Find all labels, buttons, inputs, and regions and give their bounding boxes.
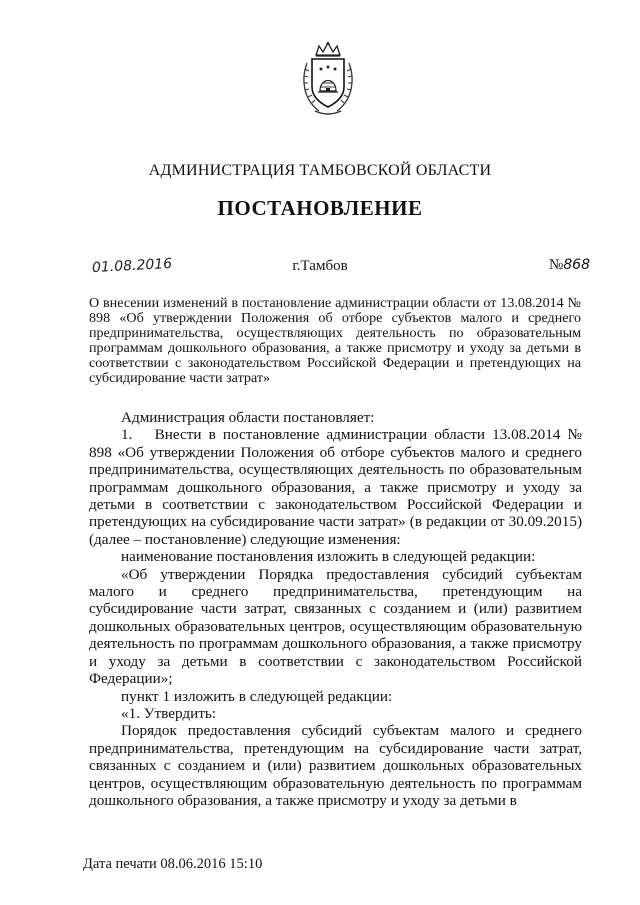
document-number bbox=[549, 257, 590, 274]
city: г.Тамбов bbox=[292, 258, 348, 274]
organization-name: АДМИНИСТРАЦИЯ ТАМБОВСКОЙ ОБЛАСТИ bbox=[148, 162, 492, 179]
document-subject: О внесении изменений в постановление администрации области от 13.08.2014 № 898 «Об утверждении Положения об отборе субъектов малого и среднего предпринимательства, осуществляющих деятельность по образовательным программам дошкольного образования, а также присмотру и уходу за детьми в соответствии с законодательством Российской Федерации и претендующих на субсидирование части затрат» bbox=[89, 295, 581, 387]
handwritten-number: 868 bbox=[563, 257, 590, 273]
body-paragraph: 1. Внести в постановление администрации области 13.08.2014 № 898 «Об утверждении Положения об отборе субъектов малого и среднего предпринимательства, осуществляющих деятельность по образовательным программам дошкольного образования, а также присмотру и уходу за детьми в соответствии с законодательством Российской Федерации и претендующих на субсидирование части затрат» (в редакции от 30.09.2015) (далее – постановление) следующие изменения: bbox=[89, 426, 582, 548]
body-paragraph: наименование постановления изложить в следующей редакции: bbox=[121, 548, 536, 566]
number-prefix: № bbox=[548, 257, 564, 273]
body-paragraph: «Об утверждении Порядка предоставления субсидий субъектам малого и среднего предпринимательства, претендующим на субсидирование части затрат, связанных с созданием и (или) развитием дошкольных образовательных центров, осуществляющим образовательную деятельность по программам дошкольного образования, а также присмотру и уходу за детьми в соответствии с законодательством Российской Федерации»; bbox=[89, 565, 582, 688]
body-paragraph: Порядок предоставления субсидий субъектам малого и среднего предпринимательства, претендующим на субсидирование части затрат, связанных с созданием и (или) развитием дошкольных образовательных центров, осуществляющим образовательную деятельность по программам дошкольного образования, а также присмотру и уходу за детьми в bbox=[89, 722, 582, 809]
document-type-title: ПОСТАНОВЛЕНИЕ bbox=[217, 196, 423, 220]
body-paragraph: «1. Утвердить: bbox=[121, 704, 217, 722]
tambov-coat-of-arms-icon bbox=[299, 41, 357, 119]
body-paragraph: пункт 1 изложить в следующей редакции: bbox=[121, 687, 393, 705]
print-date-footer: Дата печати 08.06.2016 15:10 bbox=[83, 856, 263, 872]
document-body bbox=[89, 409, 582, 809]
handwritten-date: 01.08.2016 bbox=[91, 255, 173, 277]
body-paragraph: Администрация области постановляет: bbox=[121, 409, 375, 426]
